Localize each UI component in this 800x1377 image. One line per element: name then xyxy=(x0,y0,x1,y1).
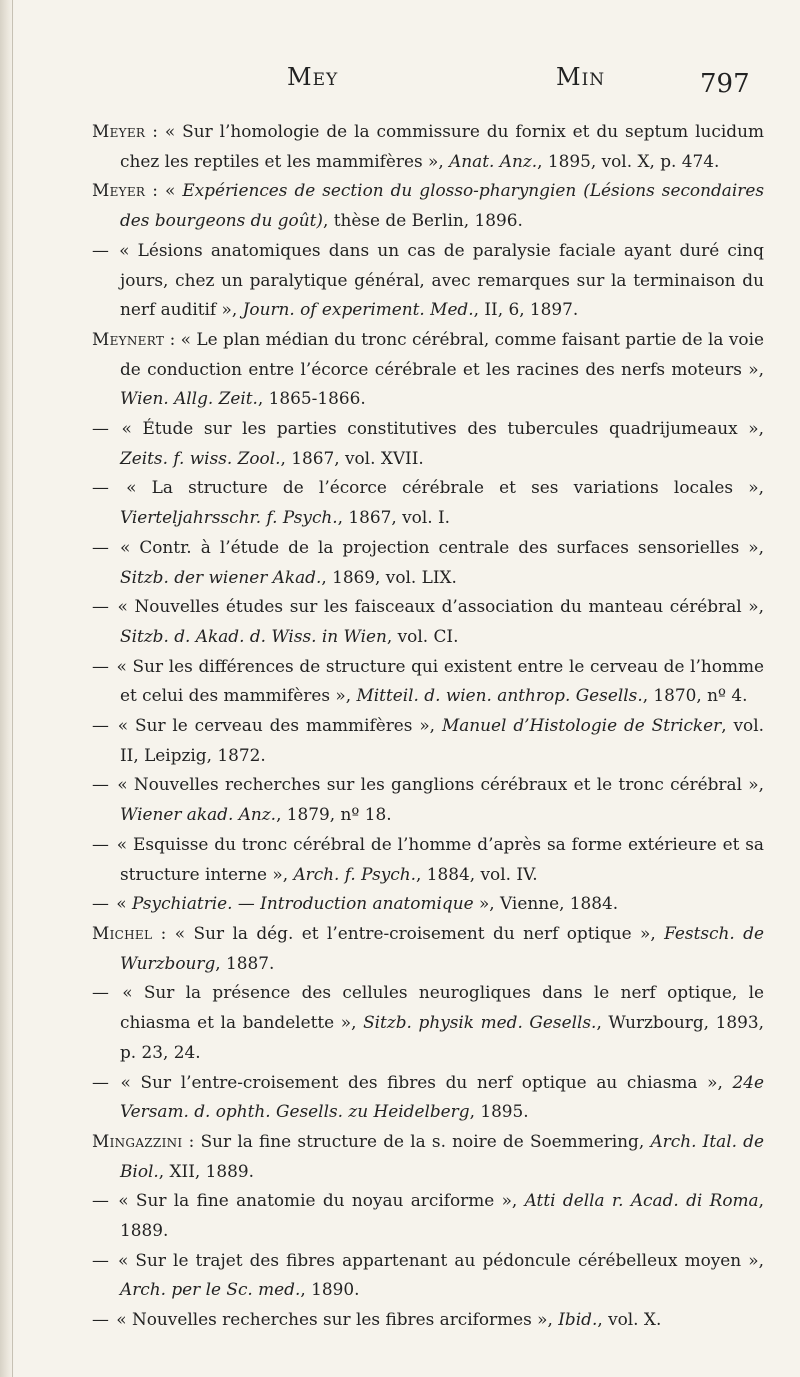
entry-details: , II, 6, 1897. xyxy=(473,299,579,320)
entry-dash: — xyxy=(92,1071,109,1092)
entry-title: « Lésions anatomiques dans un cas de paralysie faciale ayant duré cinq jours, chez un paralytique général, avec remarques sur la terminaison du nerf auditif », xyxy=(110,239,764,320)
entry-source: Arch. Ital. de Biol. xyxy=(120,1130,764,1181)
entry-title: Sur la fine structure de la s. noire de Soemmering, xyxy=(200,1130,651,1151)
bibliography-list xyxy=(92,117,764,1335)
entry-separator: : xyxy=(152,922,175,943)
bibliography-entry xyxy=(92,533,764,592)
entry-author: Michel xyxy=(92,922,153,943)
entry-dash: — xyxy=(92,1249,109,1270)
entry-source: Zeits. f. wiss. Zool. xyxy=(120,447,281,468)
entry-details: », Vienne, 1884. xyxy=(473,893,619,914)
bibliography-entry xyxy=(92,1186,764,1245)
entry-title: « Sur le cerveau des mammifères », xyxy=(110,715,442,736)
entry-source: Anat. Anz. xyxy=(449,150,538,171)
entry-title: « xyxy=(164,180,183,201)
entry-title: « Nouvelles recherches sur les ganglions cérébraux et le tronc cérébral », xyxy=(110,774,764,795)
entry-details: , vol. CI. xyxy=(386,625,459,646)
entry-separator: : xyxy=(182,1130,201,1151)
bibliography-entry xyxy=(92,1246,764,1305)
entry-details: , 1895. xyxy=(469,1101,529,1122)
bibliography-entry xyxy=(92,770,764,829)
bibliography-entry xyxy=(92,473,764,532)
entry-details: , 1869, vol. LIX. xyxy=(321,566,457,587)
entry-details: , 1890. xyxy=(300,1279,360,1300)
running-header xyxy=(0,63,800,103)
entry-title: « Sur le trajet des fibres appartenant au pédoncule cérébelleux moyen », xyxy=(110,1249,764,1270)
entry-details: , thèse de Berlin, 1896. xyxy=(322,210,523,231)
entry-dash: — xyxy=(92,418,109,439)
entry-dash: — xyxy=(92,1309,109,1330)
bibliography-entry xyxy=(92,1127,764,1186)
entry-dash: — xyxy=(92,982,109,1003)
entry-dash: — xyxy=(92,1190,109,1211)
entry-details: , 1865-1866. xyxy=(257,388,366,409)
entry-title: « Contr. à l’étude de la projection centrale des surfaces sensorielles », xyxy=(110,536,764,557)
entry-source: Sitzb. physik med. Gesells. xyxy=(363,1012,597,1033)
entry-dash: — xyxy=(92,596,109,617)
entry-details: , 1879, nº 18. xyxy=(276,804,392,825)
entry-details: , 1895, vol. X, p. 474. xyxy=(537,150,720,171)
entry-dash: — xyxy=(92,715,109,736)
entry-separator: : xyxy=(145,121,165,141)
entry-title: « La structure de l’écorce cérébrale et ses variations locales », xyxy=(110,477,764,498)
entry-details: , 1887. xyxy=(215,952,275,973)
entry-author: Meynert xyxy=(92,328,165,349)
entry-source: 24e Versam. d. ophth. Gesells. zu Heidelberg xyxy=(120,1071,764,1122)
entry-author: Meyer xyxy=(92,121,146,141)
entry-separator: : xyxy=(164,328,181,349)
entry-details: , vol. X. xyxy=(597,1309,662,1330)
entry-source: Expériences de section du glosso-pharyngien (Lésions secondaires des bourgeons du goût) xyxy=(120,180,765,231)
entry-source: Journ. of experiment. Med. xyxy=(242,299,474,320)
entry-source: Arch. per le Sc. med. xyxy=(120,1279,301,1300)
entry-source: Sitzb. der wiener Akad. xyxy=(120,566,322,587)
entry-details: , 1867, vol. I. xyxy=(337,507,451,528)
entry-title: « Nouvelles recherches sur les fibres arciformes », xyxy=(110,1309,559,1330)
bibliography-entry xyxy=(92,711,764,770)
entry-dash: — xyxy=(92,536,109,557)
entry-title: « Sur l’homologie de la commissure du fornix et du septum lucidum chez les reptiles et les mammifères », xyxy=(120,121,764,171)
entry-author: Mingazzini xyxy=(92,1130,183,1151)
entry-source: Festsch. de Wurzbourg xyxy=(120,922,764,973)
entry-source: Ibid. xyxy=(558,1309,598,1330)
entry-source: Arch. f. Psych. xyxy=(293,863,417,884)
entry-title: « Esquisse du tronc cérébral de l’homme d’après sa forme extérieure et sa structure interne », xyxy=(110,833,764,884)
bibliography-entry xyxy=(92,176,764,235)
entry-title: « Sur l’entre-croisement des fibres du nerf optique au chiasma », xyxy=(110,1071,733,1092)
entry-source: Atti della r. Acad. di Roma xyxy=(524,1190,759,1211)
entry-dash: — xyxy=(92,893,109,914)
entry-source: Psychiatrie. — Introduction anatomique xyxy=(131,893,474,914)
bibliography-entry xyxy=(92,652,764,711)
bibliography-entry xyxy=(92,1305,764,1335)
page-spine-line xyxy=(12,0,13,1377)
entry-source: Wiener akad. Anz. xyxy=(120,804,277,825)
entry-title: « Étude sur les parties constitutives des tubercules quadrijumeaux », xyxy=(110,418,764,439)
entry-title: « Sur la présence des cellules neurogliques dans le nerf optique, le chiasma et la bandelette », xyxy=(110,982,764,1033)
bibliography-entry xyxy=(92,414,764,473)
entry-details: , Wurzbourg, 1893, p. 23, 24. xyxy=(120,1012,765,1062)
entry-dash: — xyxy=(92,477,109,498)
entry-dash: — xyxy=(92,833,109,854)
bibliography-entry xyxy=(92,889,764,919)
bibliography-entry xyxy=(92,117,764,176)
bibliography-entry xyxy=(92,592,764,651)
entry-details: , vol. II, Leipzig, 1872. xyxy=(120,715,764,765)
entry-title: « Nouvelles études sur les faisceaux d’association du manteau cérébral », xyxy=(110,596,764,617)
bibliography-entry xyxy=(92,325,764,414)
entry-title: « Sur la fine anatomie du noyau arciforme », xyxy=(110,1190,525,1211)
entry-title: « xyxy=(110,893,132,914)
entry-title: « Le plan médian du tronc cérébral, comme faisant partie de la voie de conduction entre l’écorce cérébrale et les racines des nerfs moteurs », xyxy=(120,328,764,379)
entry-title: « Sur la dég. et l’entre-croisement du nerf optique », xyxy=(174,922,665,943)
entry-source: Sitzb. d. Akad. d. Wiss. in Wien xyxy=(120,625,387,646)
entry-source: Vierteljahrsschr. f. Psych. xyxy=(120,507,338,528)
header-right: Min xyxy=(556,63,606,91)
entry-source: Wien. Allg. Zeit. xyxy=(120,388,258,409)
entry-dash: — xyxy=(92,774,109,795)
entry-details: , 1870, nº 4. xyxy=(642,685,748,706)
entry-dash: — xyxy=(92,655,109,676)
entry-dash: — xyxy=(92,239,109,260)
entry-source: Manuel d’Histologie de Stricker xyxy=(441,715,722,736)
bibliography-entry xyxy=(92,919,764,978)
page-number: 797 xyxy=(700,69,750,99)
entry-details: , 1884, vol. IV. xyxy=(416,863,538,884)
header-left: Mey xyxy=(287,63,339,91)
entry-separator: : xyxy=(145,180,165,201)
entry-details: , 1889. xyxy=(120,1190,765,1241)
bibliography-entry xyxy=(92,1068,764,1127)
entry-author: Meyer xyxy=(92,180,146,201)
bibliography-entry xyxy=(92,236,764,325)
entry-title: « Sur les différences de structure qui existent entre le cerveau de l’homme et celui des mammifères », xyxy=(110,655,764,706)
bibliography-entry xyxy=(92,978,764,1067)
entry-details: , XII, 1889. xyxy=(158,1160,254,1181)
entry-details: , 1867, vol. XVII. xyxy=(280,447,424,468)
entry-source: Mitteil. d. wien. anthrop. Gesells. xyxy=(356,685,643,706)
bibliography-entry xyxy=(92,830,764,889)
